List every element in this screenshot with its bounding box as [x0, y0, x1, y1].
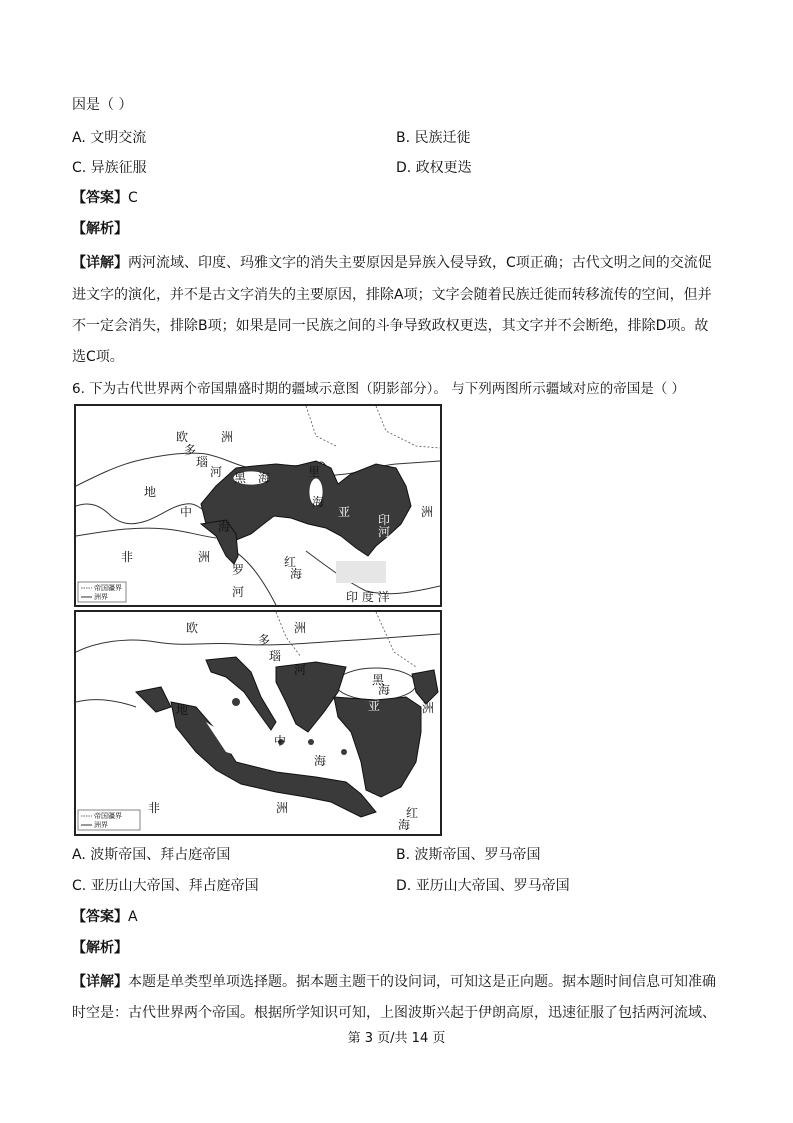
q6-option-c — [72, 876, 259, 896]
map1-legend-continent: 洲界 — [94, 593, 108, 601]
option-letter: C. — [72, 878, 87, 894]
map1-label-hai3: 海 — [290, 567, 303, 581]
answer-value: A — [128, 909, 138, 925]
q5-detail-line-2: 进文字的演化，并不是古文字消失的主要原因，排除A项；文字会随着民族迁徙而转移流传的空间，但并 — [72, 287, 712, 303]
q5-analysis-tag: 【解析】 — [72, 221, 128, 237]
q6-answer — [72, 907, 138, 927]
answer-tag: 【答案】 — [72, 909, 128, 925]
q6-option-b — [396, 845, 541, 865]
q5-option-d — [396, 158, 472, 178]
map1-label-asia2: 洲 — [421, 505, 434, 519]
option-text: 波斯帝国、罗马帝国 — [414, 847, 541, 863]
map1-label-hai: 海 — [312, 495, 325, 509]
option-letter: B. — [396, 847, 411, 863]
map1-label-di: 地 — [144, 485, 157, 499]
map2-label-zhong: 中 — [274, 734, 287, 748]
option-letter: C. — [72, 160, 87, 176]
map1-label-duo: 多 — [184, 443, 197, 457]
map2-label-hai: 海 — [314, 754, 327, 768]
q5-option-a — [72, 128, 146, 148]
q6-stem: 6. 下为古代世界两个帝国鼎盛时期的疆域示意图（阴影部分）。 与下列两图所示疆域对应的帝国是（ ） — [72, 381, 686, 397]
q5-option-b — [396, 128, 471, 148]
map1-label-africa2: 洲 — [198, 550, 211, 564]
map2-label-africa: 非 — [148, 801, 161, 815]
option-text: 文明交流 — [90, 130, 147, 146]
map2-label-he: 河 — [294, 663, 307, 677]
detail-tag: 【详解】 — [72, 255, 128, 271]
q6-option-d — [396, 876, 570, 896]
detail-tag: 【详解】 — [72, 974, 128, 990]
q5-detail-line-4: 选C项。 — [72, 349, 124, 365]
map1-label-nao: 瑙 — [196, 455, 209, 469]
map1-label-yin: 印 — [378, 513, 391, 527]
map2-label-black2: 海 — [378, 683, 391, 697]
q6-detail-line-2: 时空是：古代世界两个帝国。根据所学知识可知，上图波斯兴起于伊朗高原，迅速征服了包括两河流域、 — [72, 1005, 716, 1021]
map2-label-hai2: 海 — [398, 818, 411, 832]
map2-legend-empire: 帝国疆界 — [94, 812, 122, 820]
map1-label-he2: 河 — [232, 585, 245, 599]
q5-detail-line-1 — [72, 253, 712, 273]
option-letter: B. — [396, 130, 411, 146]
q5-stem-tail: 因是（ ） — [72, 97, 133, 113]
map2-label-asia2: 洲 — [422, 701, 435, 715]
map1-label-he3: 河 — [378, 525, 391, 539]
map-byzantine-empire — [74, 610, 442, 836]
map1-label-hai2: 海 — [218, 520, 231, 534]
q5-option-c — [72, 158, 147, 178]
detail-text: 本题是单类型单项选择题。据本题主题干的设问词，可知这是正向题。据本题时间信息可知准确 — [128, 974, 716, 990]
map1-label-africa: 非 — [121, 550, 134, 564]
answer-tag: 【答案】 — [72, 190, 128, 206]
map2-label-black: 黑 — [372, 673, 385, 687]
map1-label-hong: 红 — [284, 555, 297, 569]
detail-text: 两河流域、印度、玛雅文字的消失主要原因是异族入侵导致，C项正确；古代文明之间的交流促 — [128, 255, 712, 271]
q6-option-a — [72, 845, 230, 865]
map1-label-black: 黑 — [234, 471, 247, 485]
q6-analysis-tag: 【解析】 — [72, 940, 128, 956]
option-text: 异族征服 — [90, 160, 147, 176]
map1-label-asia: 亚 — [338, 505, 351, 519]
option-letter: D. — [396, 878, 412, 894]
option-text: 亚历山大帝国、拜占庭帝国 — [90, 878, 259, 894]
option-letter: A. — [72, 130, 86, 146]
page-footer: 第 3 页/共 14 页 — [347, 1031, 446, 1046]
map1-legend-empire: 帝国疆界 — [94, 584, 122, 592]
map1-label-li: 里 — [308, 465, 321, 479]
option-text: 波斯帝国、拜占庭帝国 — [90, 847, 231, 863]
map2-legend-continent: 洲界 — [94, 821, 108, 829]
map2-label-di: 地 — [176, 703, 189, 717]
map2-label-africa2: 洲 — [276, 801, 289, 815]
option-letter: D. — [396, 160, 412, 176]
map2-label-europe2: 洲 — [294, 621, 307, 635]
map2-label-hong: 红 — [406, 806, 419, 820]
option-letter: A. — [72, 847, 86, 863]
q5-detail-line-3: 不一定会消失，排除B项；如果是同一民族之间的斗争导致政权更迭，其文字并不会断绝，排除D项。故 — [72, 318, 709, 334]
map1-label-zhong: 中 — [180, 505, 193, 519]
map2-label-asia: 亚 — [368, 699, 381, 713]
map2-label-duo: 多 — [258, 633, 271, 647]
map1-label-europe2: 洲 — [221, 430, 234, 444]
map1-label-black2: 海 — [258, 471, 271, 485]
q6-detail-line-1 — [72, 972, 716, 992]
map-persian-empire — [74, 404, 442, 607]
map1-label-he: 河 — [210, 465, 223, 479]
option-text: 政权更迭 — [415, 160, 472, 176]
map2-label-nao: 瑙 — [269, 649, 282, 663]
map1-label-europe: 欧 — [176, 430, 189, 444]
option-text: 亚历山大帝国、罗马帝国 — [415, 878, 570, 894]
answer-value: C — [128, 190, 138, 206]
map1-label-luo: 罗 — [232, 563, 245, 577]
map1-label-indian-ocean: 印 度 洋 — [346, 590, 390, 604]
q5-answer — [72, 188, 138, 208]
option-text: 民族迁徙 — [414, 130, 471, 146]
map2-label-europe: 欧 — [186, 621, 199, 635]
